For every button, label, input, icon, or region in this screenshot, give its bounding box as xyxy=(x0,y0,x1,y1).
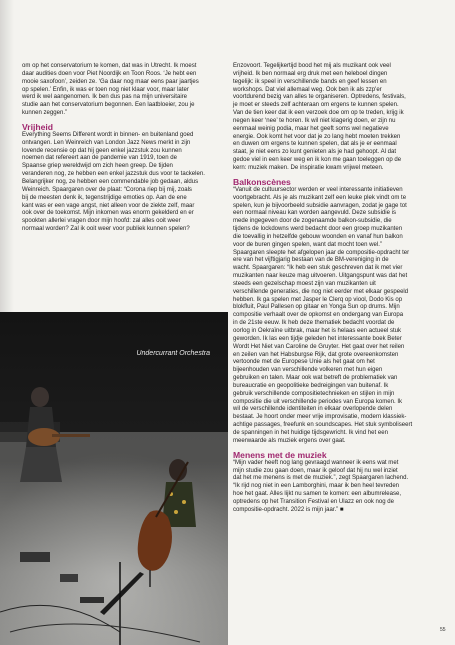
text-line: bij de meesten denk ik, tegenstrijdige emoties op. Aan de ene xyxy=(22,194,187,201)
text-line: geworden. Ik las een tijdje geleden het interessante boek Beter xyxy=(233,335,402,342)
text-line: Enzovoort. Tegelijkertijd bood het mij als muzikant ook veel xyxy=(233,63,391,69)
text-line: gebruik verschillende compositietechnieken en stijlen in mijn xyxy=(233,390,395,397)
text-line: bijeenhouden van verschillende volkeren met hun eigen xyxy=(233,367,383,374)
text-line: oorlog in Oekraïne uitbrak, maar het is helaas een actueel stuk xyxy=(233,328,402,334)
text-line: wil de verschillende identiteiten in elkaar overlopende delen xyxy=(233,406,393,413)
text-line: en duwen om ergens te kunnen spelen, dat als je er eenmaal xyxy=(233,141,397,148)
section-heading-vrijheid: Vrijheid xyxy=(22,121,54,132)
text-line: voor de buren gingen spelen, want dat mocht toen wel.” xyxy=(233,241,382,248)
text-line: “Vanuit de cultuursector werden er veel interessante initiatieven xyxy=(233,186,403,193)
text-line: tegelijk: ik speel in verschillende bands en geef lessen en xyxy=(233,78,387,85)
photo-caption: Undercurrant Orchestra xyxy=(136,350,210,357)
text-line: vrijheid. Ik ben normaal erg druk met een heleboel dingen xyxy=(233,70,388,77)
text-line: wacht. Spaargaren: “Ik heb een stuk geschreven dat ik met vier xyxy=(233,265,403,272)
text-line: spelen, kun je bijvoorbeeld subsidie aanvragen, zodat je gage tot xyxy=(233,202,407,209)
text-line: dat het me menens is met de muziek.”, zegt Spaargaren lachend. xyxy=(233,475,409,482)
text-line: en zeilen van het Habsburgse Rijk, dat grote overeenkomsten xyxy=(233,351,399,358)
text-line: Weinreich. Spaargaren over de plaat: “Corona riep bij mij, zoals xyxy=(22,186,192,193)
text-line: muzikanten naar keuze mag uitvoeren. Uitgangspunt was dat het xyxy=(233,273,408,280)
text-line: verschillende generaties, die nog niet eerder met elkaar gespeeld xyxy=(233,288,409,295)
text-line: Spaargaren sleepte het afgelopen jaar de compositie-opdracht ter xyxy=(233,249,410,256)
text-line: hoe het gaat. Alles lijkt nu samen te komen: een albumrelease, xyxy=(233,491,402,498)
text-line: Spaanse griep wereldwijd om zich heen greep. De tijden xyxy=(22,163,173,170)
text-line: die toevallig in hetzelfde gebouw woonden en vanaf hun balkon xyxy=(233,233,403,240)
text-line: workshops. Dat viel allemaal weg. Ook ben ik als zzp'er xyxy=(233,86,382,93)
text-line: ere van het vijftigjarig bestaan van de BM-vereniging in de xyxy=(233,257,389,264)
text-line: mooie saxofoon’, zeiden ze. ‘Ga daar nog maar eens paar jaartjes xyxy=(22,78,199,85)
page-number: 55 xyxy=(440,627,446,633)
balkon-paragraph xyxy=(233,187,437,446)
text-line: in de 21ste eeuw. Ik heb deze thematiek bedacht voordat de xyxy=(233,320,395,327)
text-line: om op het conservatorium te komen, dat was in Utrecht. Ik moest xyxy=(22,63,197,69)
text-line: Van de tien keer dat ik een verzoek doe om op te treden, krijg ik xyxy=(233,110,404,117)
right-column xyxy=(233,63,437,515)
menens-paragraph xyxy=(233,460,437,515)
text-line: negen keer ‘nee’ te horen. Ik wil niet klagerig doen, er zijn nu xyxy=(233,117,396,124)
right-intro-paragraph xyxy=(233,63,437,173)
text-line: mede ingegeven door de zogenaamde balkon-subsidie, die xyxy=(233,218,392,225)
text-line: bureaucratie en geopolitieke bedreigingen van buitenaf. Ik xyxy=(233,382,389,389)
text-line: gebruiken en talen. Maar ook wat betreft de problematiek van xyxy=(233,375,398,382)
text-line: “Mijn vader heeft nog lang gevraagd wanneer ik eens wat met xyxy=(233,459,399,466)
text-line: mijn studie zou gaan doen, maar ik geloof dat hij nu wel inziet xyxy=(233,467,398,474)
text-line: daar audities doen voor Piet Noordijk en Toon Roos. ‘Je hebt een xyxy=(22,70,197,77)
text-line: ontvangen. Len Weinreich van London Jazz News merkt in zijn xyxy=(22,139,191,146)
text-line: tijdens de lockdowns werd bedacht door een groep muzikanten xyxy=(233,226,403,233)
section-heading-balkonscenes: Balkonscènes xyxy=(233,176,291,187)
text-line: energie. Ook komt het voor dat je zo lang hebt moeten trekken xyxy=(233,133,401,140)
text-line: staat, je niet eens zo kunt genieten als je had gehoopt. Al dat xyxy=(233,149,397,156)
text-line: een normaal niveau kan worden aangevuld. Deze subsidie is xyxy=(233,210,397,217)
text-line: hebben. Ik ga spelen met Jasper le Clerq op viool, Dodo Kis op xyxy=(233,296,403,303)
text-line: veranderen nog, ze hebben een enkel jazzstuk dus voor te tackelen. xyxy=(22,171,205,178)
text-line: compositie verhaalt over de opkomst en ondergang van Europa xyxy=(233,312,404,319)
text-line: blokfluit, Paul Pallesen op gitaar en Yonga Sun op drums. Mijn xyxy=(233,304,400,311)
text-line: werd ik wel aangenomen. Ik ben dus pas na mijn universitaire xyxy=(22,94,188,101)
text-line: steeds een gezelschap moest zijn van muzikanten uit xyxy=(233,280,376,287)
text-line: kant was er een vage angst, niet alleen voor de ziekte zelf, maar xyxy=(22,202,195,209)
text-line: studie aan het conservatorium begonnen. Een laatbloeier, zou je xyxy=(22,102,195,109)
text-line: spookten allerlei vragen door mijn hoofd: zal alles ooit weer xyxy=(22,218,181,225)
text-line: eenmaal weinig podia, maar het geeft soms wel negatieve xyxy=(233,125,389,132)
text-line: Belangrijker nog, ze hebben een commendable job gedaan, aldus xyxy=(22,178,199,185)
text-line: noemen dat refereert aan de pandemie van 1919, toen de xyxy=(22,155,177,162)
text-line: vertoonde met de Europese Unie als het gaat om het xyxy=(233,359,375,366)
text-line: kern: muziek maken. De inspiratie kwam vrijwel meteen. xyxy=(233,164,384,171)
text-line: lovende recensie op dat hij geen enkel jazzstuk zou kunnen xyxy=(22,147,182,154)
text-line: normaal worden? Zal ik ooit weer voor publiek kunnen spelen? xyxy=(22,226,190,233)
text-line: “Ik rijd nog niet in een Lamborghini, maar ik ben heel tevreden xyxy=(233,483,400,490)
text-line: compositie die uit verschillende periodes van Europa komen. Ik xyxy=(233,398,403,405)
text-line: meerwaarde als muziek ergens over gaat. xyxy=(233,437,346,444)
text-line: Wordt Het Niet van Caroline de Gruyter. Het gaat over het reilen xyxy=(233,343,405,350)
band-photo xyxy=(0,312,228,645)
text-line: bestaat. Je hoort onder meer vrije improvisatie, modern klassiek- xyxy=(233,414,407,421)
text-line: voortgebracht. Als je als muzikant zelf een leuke plek vindt om te xyxy=(233,194,407,201)
text-line: compositie-opdracht. 2022 is mijn jaar.” ■ xyxy=(233,506,344,513)
text-line: op spelen.’ Enfin, ik was er toen nog niet klaar voor, maar later xyxy=(22,86,189,93)
left-column xyxy=(22,63,222,234)
text-line: kunnen zeggen.” xyxy=(22,110,68,117)
text-line: Everything Seems Different wordt in binnen- en buitenland goed xyxy=(22,131,194,138)
text-line: je moet er steeds zelf achteraan om ergens te kunnen spelen. xyxy=(233,102,399,109)
text-line: optredens op het Transition Festival en Ulazz en ook nog de xyxy=(233,498,395,505)
text-line: voortdurend bezig van alles te organiseren. Optredens, festivals, xyxy=(233,94,406,101)
text-line: de spanningen in het huidige tijdsgewricht. Ik vind het een xyxy=(233,429,388,436)
vrijheid-paragraph xyxy=(22,132,222,234)
text-line: gedoe viel in een keer weg en ik kon me gaan toeleggen op de xyxy=(233,157,402,164)
text-line: ook over de toekomst. Mijn inkomen was enorm gekelderd en er xyxy=(22,210,194,217)
text-line: achtige passages, freefunk en soundscapes. Het stuk symboliseert xyxy=(233,422,413,429)
section-heading-menens: Menens met de muziek xyxy=(233,449,327,460)
photo-illustration xyxy=(0,312,228,645)
intro-paragraph xyxy=(22,63,222,118)
